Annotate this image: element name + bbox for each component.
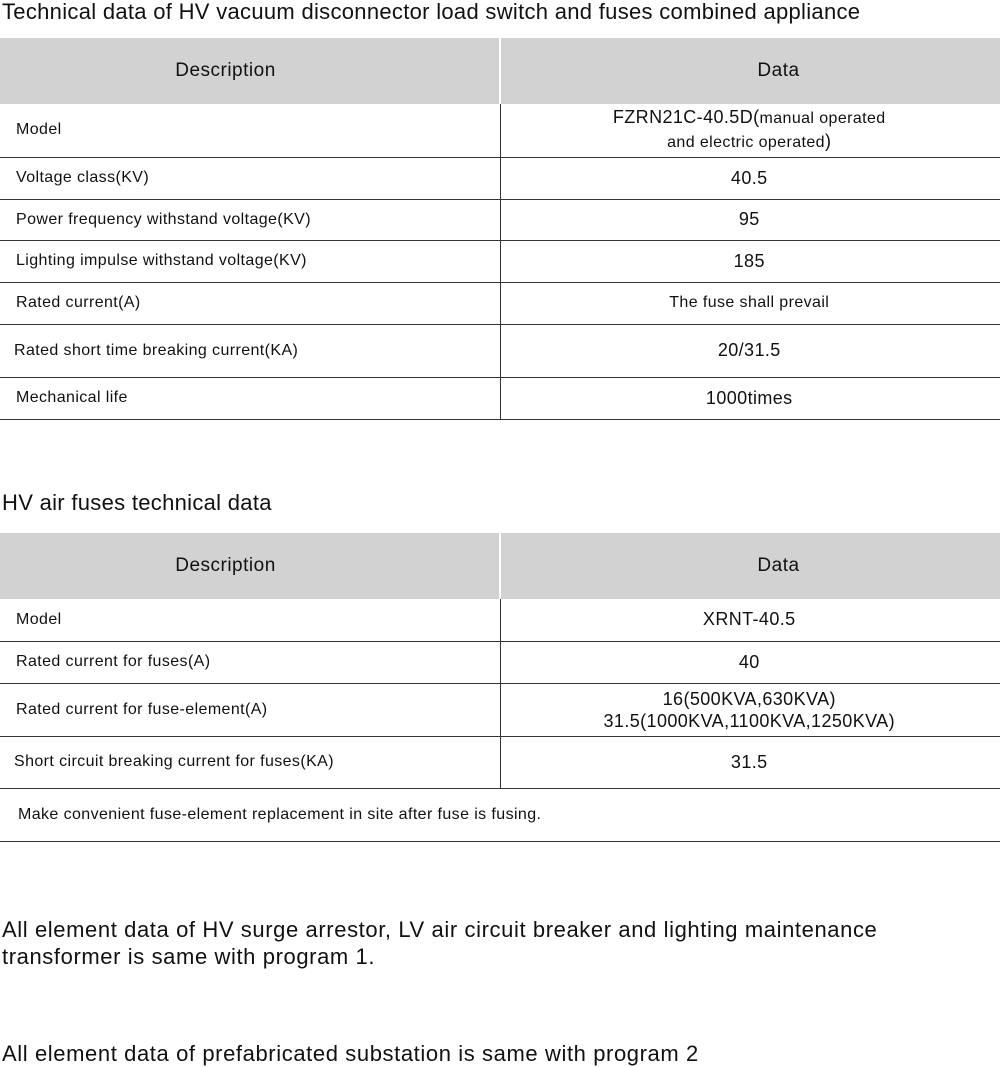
power-frequency-value: 95 xyxy=(500,199,1000,240)
fuse-rated-current-label: Rated current for fuses(A) xyxy=(0,641,500,683)
short-circuit-breaking-value: 31.5 xyxy=(500,736,1000,788)
hv-disconnector-spec-table xyxy=(0,38,1000,420)
voltage-class-label: Voltage class(KV) xyxy=(0,157,500,199)
table-row xyxy=(0,736,1000,788)
fuse-element-current-value xyxy=(500,683,1000,736)
model-value xyxy=(500,104,1000,157)
fuse-element-current-line1: 16(500KVA,630KVA) xyxy=(662,688,836,709)
table-row xyxy=(0,104,1000,157)
table-header-row xyxy=(0,533,1000,599)
program1-note-paragraph: All element data of HV surge arrestor, LV air circuit breaker and lighting maintenance transformer is same with program 1. xyxy=(2,917,878,969)
short-circuit-breaking-label: Short circuit breaking current for fuses(KA) xyxy=(0,736,500,788)
table-row xyxy=(0,324,1000,377)
description-column-header: Description xyxy=(0,38,500,104)
section2-title: HV air fuses technical data xyxy=(2,490,272,515)
voltage-class-value: 40.5 xyxy=(500,157,1000,199)
model-value-main: FZRN21C-40.5D( xyxy=(612,107,760,128)
short-time-breaking-value: 20/31.5 xyxy=(500,324,1000,377)
table-row xyxy=(0,157,1000,199)
rated-current-label: Rated current(A) xyxy=(0,282,500,324)
fuse-rated-current-value: 40 xyxy=(500,641,1000,683)
table-header-row xyxy=(0,38,1000,104)
table-row xyxy=(0,788,1000,841)
model-value-sub1: manual operated xyxy=(759,110,886,128)
fuse-model-value: XRNT-40.5 xyxy=(500,599,1000,641)
table-row xyxy=(0,377,1000,419)
model-value-close: ) xyxy=(824,131,832,152)
table-row xyxy=(0,199,1000,240)
model-label: Model xyxy=(0,104,500,157)
table-row xyxy=(0,240,1000,282)
table-row xyxy=(0,282,1000,324)
description-column-header: Description xyxy=(0,533,500,599)
program2-note-paragraph: All element data of prefabricated substation is same with program 2 xyxy=(2,1041,699,1066)
table-row xyxy=(0,683,1000,736)
table-row xyxy=(0,599,1000,641)
lighting-impulse-value: 185 xyxy=(500,240,1000,282)
hv-air-fuses-spec-table xyxy=(0,533,1000,842)
data-column-header: Data xyxy=(500,533,1000,599)
fuse-element-current-label: Rated current for fuse-element(A) xyxy=(0,683,500,736)
fuse-replacement-note: Make convenient fuse-element replacement in site after fuse is fusing. xyxy=(0,788,1000,841)
fuse-model-label: Model xyxy=(0,599,500,641)
fuse-element-current-line2: 31.5(1000KVA,1100KVA,1250KVA) xyxy=(603,710,895,731)
section1-title: Technical data of HV vacuum disconnector load switch and fuses combined appliance xyxy=(2,0,861,24)
power-frequency-label: Power frequency withstand voltage(KV) xyxy=(0,199,500,240)
mechanical-life-label: Mechanical life xyxy=(0,377,500,419)
table-row xyxy=(0,641,1000,683)
data-column-header: Data xyxy=(500,38,1000,104)
short-time-breaking-label: Rated short time breaking current(KA) xyxy=(0,324,500,377)
lighting-impulse-label: Lighting impulse withstand voltage(KV) xyxy=(0,240,500,282)
model-value-sub2: and electric operated xyxy=(667,134,825,152)
rated-current-value: The fuse shall prevail xyxy=(500,282,1000,324)
mechanical-life-value: 1000times xyxy=(500,377,1000,419)
